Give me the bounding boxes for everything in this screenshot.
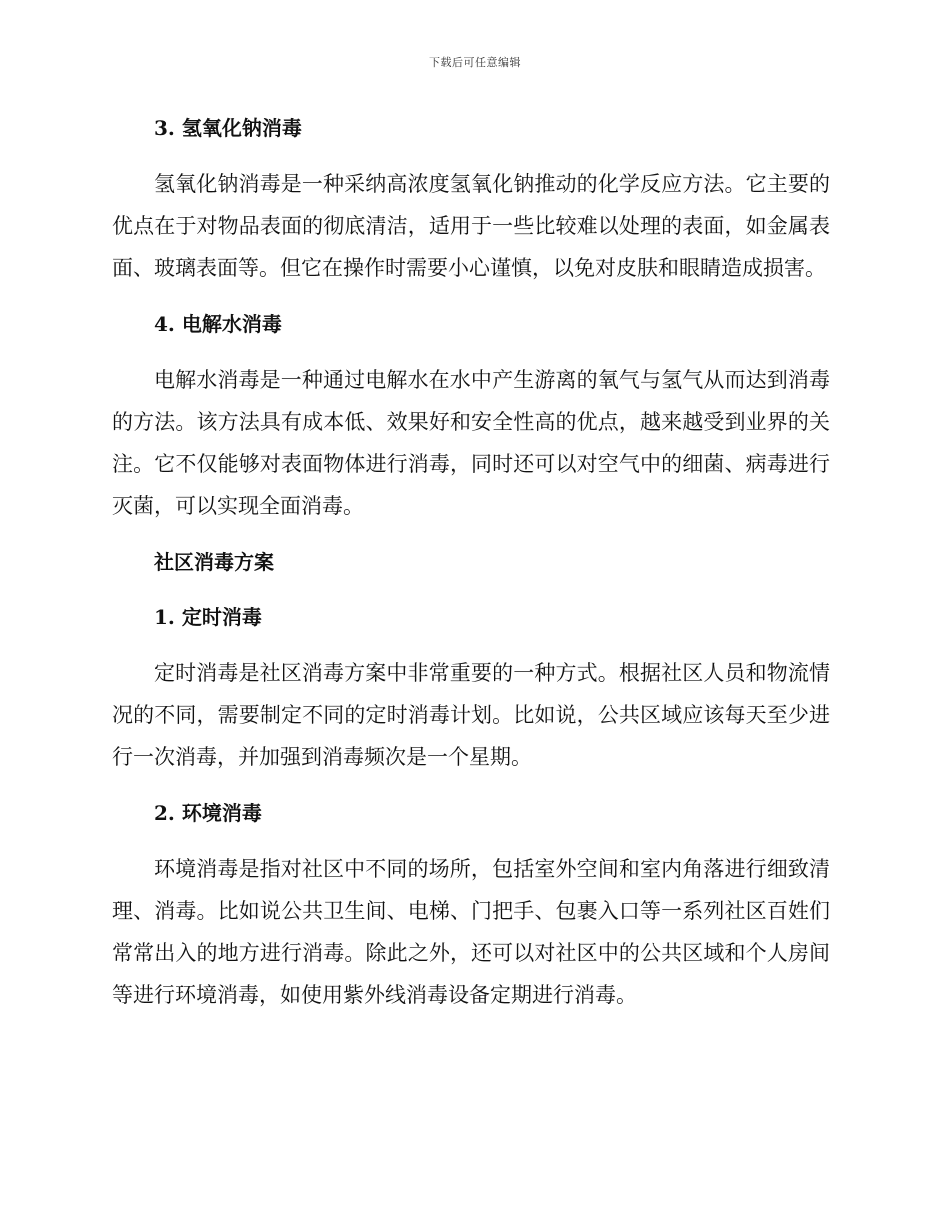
section-heading-sodium-hydroxide: 3. 氢氧化钠消毒 bbox=[154, 116, 302, 140]
section-heading-scheduled-disinfection: 1. 定时消毒 bbox=[154, 605, 262, 629]
section-paragraph-environment-disinfection: 环境消毒是指对社区中不同的场所，包括室外空间和室内角落进行细致清理、消毒。比如说公共卫生间、电梯、门把手、包裹入口等一系列社区百姓们常常出入的地方进行消毒。除此之外，还可以对社区中的公共区域和个人房间等进行环境消毒，如使用紫外线消毒设备定期进行消毒。 bbox=[112, 857, 830, 1007]
section-heading-environment-disinfection: 2. 环境消毒 bbox=[154, 801, 262, 825]
section-paragraph-sodium-hydroxide: 氢氧化钠消毒是一种采纳高浓度氢氧化钠推动的化学反应方法。它主要的优点在于对物品表面的彻底清洁，适用于一些比较难以处理的表面，如金属表面、玻璃表面等。但它在操作时需要小心谨慎，以免对皮肤和眼睛造成损害。 bbox=[112, 172, 830, 280]
section-heading-community-plan: 社区消毒方案 bbox=[154, 550, 274, 574]
header-note: 下载后可任意编辑 bbox=[429, 56, 521, 69]
section-paragraph-electrolyzed-water: 电解水消毒是一种通过电解水在水中产生游离的氧气与氢气从而达到消毒的方法。该方法具有成本低、效果好和安全性高的优点，越来越受到业界的关注。它不仅能够对表面物体进行消毒，同时还可以对空气中的细菌、病毒进行灭菌，可以实现全面消毒。 bbox=[112, 368, 830, 518]
section-heading-electrolyzed-water: 4. 电解水消毒 bbox=[154, 312, 282, 336]
section-paragraph-scheduled-disinfection: 定时消毒是社区消毒方案中非常重要的一种方式。根据社区人员和物流情况的不同，需要制定不同的定时消毒计划。比如说，公共区域应该每天至少进行一次消毒，并加强到消毒频次是一个星期。 bbox=[112, 661, 830, 769]
document-body bbox=[112, 108, 830, 1016]
